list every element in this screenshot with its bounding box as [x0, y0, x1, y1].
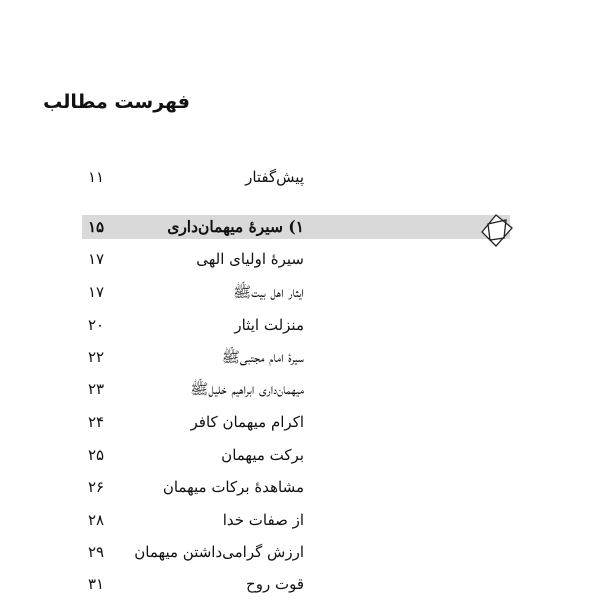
toc-entry-title: قوت روح	[246, 575, 304, 593]
toc-row[interactable]	[82, 540, 510, 564]
toc-entry-title: منزلت ایثار	[234, 316, 304, 334]
toc-entry-title: ایثار اهل بیت‌ﷺ	[233, 283, 304, 301]
toc-row[interactable]	[82, 410, 510, 434]
toc-entry-page: ۲۶	[88, 478, 105, 496]
toc-entry-title: اکرام میهمان کافر	[190, 413, 304, 431]
toc-entry-page: ۱۷	[88, 283, 105, 301]
toc-row[interactable]	[82, 165, 510, 189]
toc-row[interactable]	[82, 508, 510, 532]
pointer-cursor-icon	[474, 210, 518, 250]
toc-row[interactable]	[82, 247, 510, 271]
toc-entry-page: ۲۰	[88, 316, 105, 334]
toc-entry-page: ۲۴	[88, 413, 105, 431]
toc-entry-page: ۱۵	[88, 218, 105, 236]
toc-row[interactable]	[82, 345, 510, 369]
toc-row[interactable]	[82, 280, 510, 304]
toc-entry-title: سیرهٔ اولیای الهی	[196, 250, 304, 268]
toc-entry-page: ۱۷	[88, 250, 105, 268]
toc-entry-title: سیرهٔ امام مجتبی‌ﷺ	[221, 348, 304, 366]
toc-entry-page: ۲۲	[88, 348, 105, 366]
toc-row[interactable]	[82, 443, 510, 467]
toc-entry-title: مشاهدهٔ برکات میهمان	[162, 478, 304, 496]
toc-row-selected[interactable]	[82, 215, 510, 239]
toc-entry-title: میهمان‌داری ابراهیم خلیل‌ﷺ	[190, 380, 304, 398]
toc-entry-page: ۳۱	[88, 575, 105, 593]
toc-entry-title: ۱) سیرهٔ میهمان‌داری	[167, 217, 304, 236]
toc-entry-page: ۲۳	[88, 380, 105, 398]
page-title: فهرست مطالب	[43, 91, 190, 113]
toc-entry-page: ۲۸	[88, 511, 105, 529]
toc-row[interactable]	[82, 313, 510, 337]
toc-entry-page: ۲۵	[88, 446, 105, 464]
toc-entry-page: ۱۱	[88, 168, 105, 186]
toc-entry-page: ۲۹	[88, 543, 105, 561]
toc-entry-title: برکت میهمان	[221, 446, 304, 464]
toc-entry-title: از صفات خدا	[222, 511, 304, 529]
toc-row[interactable]	[82, 572, 510, 596]
toc-entry-title: ارزش گرامی‌داشتن میهمان	[134, 543, 304, 561]
toc-row[interactable]	[82, 475, 510, 499]
toc-row[interactable]	[82, 377, 510, 401]
toc-entry-title: پیش‌گفتار	[245, 168, 304, 186]
